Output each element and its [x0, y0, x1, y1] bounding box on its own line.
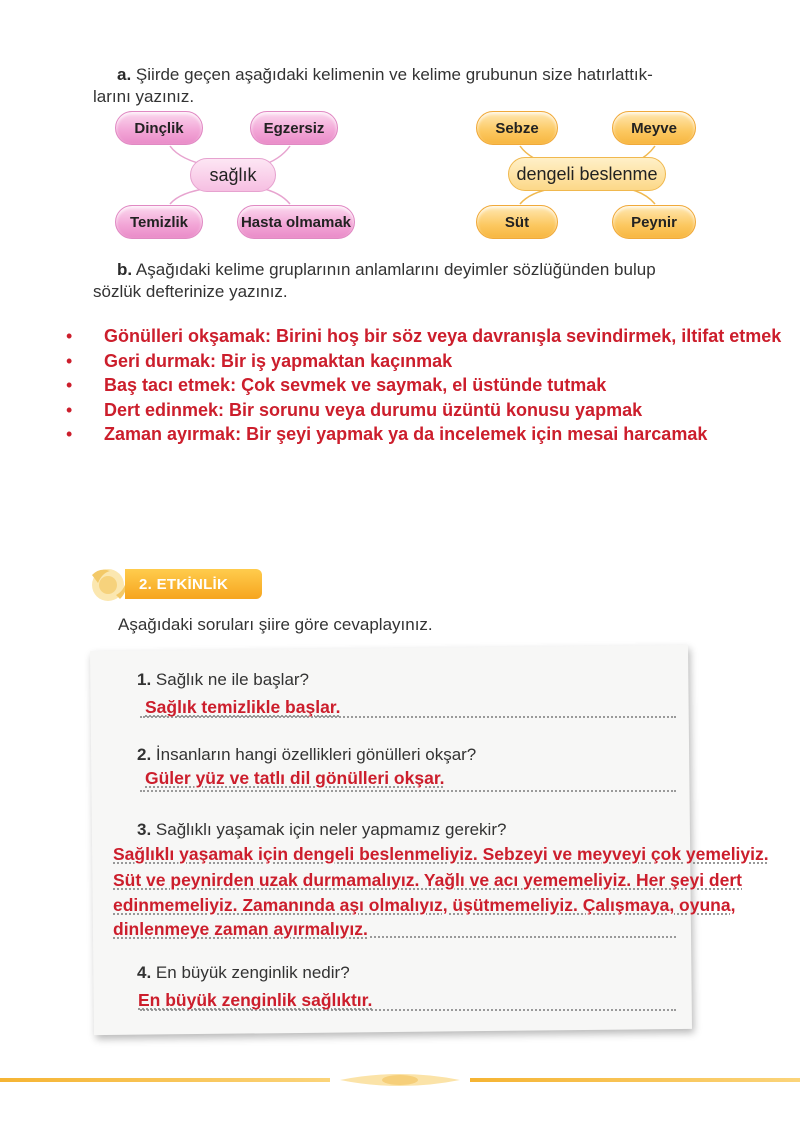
- orange-map-bottom-right: Peynir: [612, 205, 696, 239]
- list-item: • Gönülleri okşamak: Birini hoş bir söz veya davranışla sevindirmek, iltifat etmek: [66, 324, 781, 349]
- section-b-letter: b.: [117, 260, 133, 279]
- orange-map-bottom-left: Süt: [476, 205, 558, 239]
- answer-2: Güler yüz ve tatlı dil gönülleri okşar.: [145, 768, 445, 788]
- bullet-icon: •: [66, 350, 73, 371]
- section-b-line1: Aşağıdaki kelime gruplarının anlamlarını deyimler sözlüğünden bulup: [135, 260, 656, 279]
- question-3: 3. Sağlıklı yaşamak için neler yapmamız gerekir?: [137, 820, 507, 839]
- orange-map-top-left: Sebze: [476, 111, 558, 145]
- question-4: 4. En büyük zenginlik nedir?: [137, 963, 350, 982]
- footer-divider-right: [470, 1078, 800, 1082]
- activity-instruction: Aşağıdaki soruları şiire göre cevaplayınız.: [118, 615, 433, 634]
- orange-map-top-right: Meyve: [612, 111, 696, 145]
- pink-map-center: sağlık: [190, 158, 276, 192]
- bullet-icon: •: [66, 424, 73, 444]
- section-a-line2: larını yazınız.: [93, 87, 195, 106]
- footer-divider-left: [0, 1078, 330, 1082]
- orange-map-center: dengeli beslenme: [508, 157, 666, 191]
- answer-1: Sağlık temizlikle başlar.: [145, 697, 341, 717]
- pink-map-bottom-right: Hasta olmamak: [237, 205, 355, 239]
- question-1: 1. Sağlık ne ile başlar?: [137, 670, 310, 689]
- section-b-line2: sözlük defterinize yazınız.: [93, 282, 288, 301]
- pink-map-top-right: Egzersiz: [250, 111, 338, 145]
- pink-map-top-left: Dinçlik: [115, 111, 203, 145]
- idiom-list: [66, 324, 781, 447]
- bullet-icon: •: [66, 326, 73, 346]
- bullet-icon: •: [66, 375, 73, 395]
- list-item: • Dert edinmek: Bir sorunu veya durumu üzüntü konusu yapmak: [66, 398, 781, 423]
- section-a-line1: Şiirde geçen aşağıdaki kelimenin ve kelime grubunun size hatırlattık-: [135, 65, 653, 84]
- list-item: • Baş tacı etmek: Çok sevmek ve saymak, el üstünde tutmak: [66, 373, 781, 398]
- section-b-instruction: [93, 259, 733, 303]
- question-2: 2. İnsanların hangi özellikleri gönülleri okşar?: [137, 745, 477, 764]
- answer-3-line-1: Sağlıklı yaşamak için dengeli beslenmeliyiz. Sebzeyi ve meyveyi çok yemeliyiz.: [113, 844, 769, 864]
- answer-line-3: [370, 936, 676, 938]
- pink-map-bottom-left: Temizlik: [115, 205, 203, 239]
- list-item: • Zaman ayırmak: Bir şeyi yapmak ya da incelemek için mesai harcamak: [66, 422, 781, 447]
- bullet-icon: •: [66, 399, 73, 420]
- answer-3-line-4: dinlenmeye zaman ayırmalıyız.: [113, 919, 368, 939]
- footer-ornament-icon: [335, 1066, 465, 1096]
- section-a-letter: a.: [117, 65, 132, 84]
- answer-3-line-3: edinmemeliyiz. Zamanında aşı olmalıyız, üşütmemeliyiz. Çalışmaya, oyuna,: [113, 895, 736, 915]
- answer-line-2: [140, 790, 676, 792]
- activity-badge: 2. ETKİNLİK: [125, 569, 262, 599]
- list-item: • Geri durmak: Bir iş yapmaktan kaçınmak: [66, 349, 781, 374]
- section-a-instruction: [93, 64, 733, 108]
- answer-4: En büyük zenginlik sağlıktır.: [138, 990, 373, 1010]
- answer-3-line-2: Süt ve peynirden uzak durmamalıyız. Yağlı ve acı yememeliyiz. Her şeyi dert: [113, 870, 742, 890]
